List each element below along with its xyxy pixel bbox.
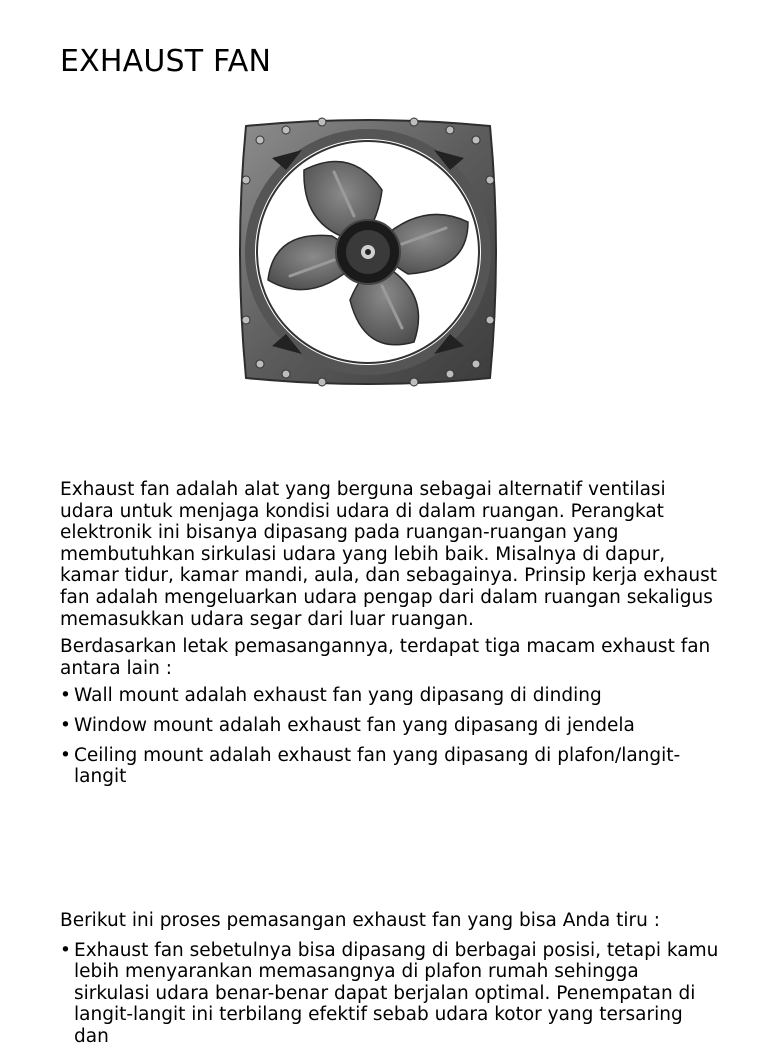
process-list — [60, 940, 720, 1048]
list-item: • Exhaust fan sebetulnya bisa dipasang di berbagai posisi, tetapi kamu lebih menyarankan memasangnya di plafon rumah sehingga sirkulasi udara benar-benar dapat berjalan optimal. Penempatan di langit-langit ini terbilang efektif sebab udara kotor yang tersaring dan — [60, 940, 720, 1048]
list-item: • Window mount adalah exhaust fan yang dipasang di jendela — [60, 715, 720, 737]
types-intro: Berdasarkan letak pemasangannya, terdapat tiga macam exhaust fan antara lain : — [60, 636, 711, 679]
list-item: • Wall mount adalah exhaust fan yang dipasang di dinding — [60, 685, 720, 707]
page-title: EXHAUST FAN — [60, 44, 272, 79]
types-list — [60, 685, 720, 787]
intro-paragraph: Exhaust fan adalah alat yang berguna sebagai alternatif ventilasi udara untuk menjaga kondisi udara di dalam ruangan. Perangkat elektronik ini bisanya dipasang pada ruangan-ruangan yang membutuhkan sirkulasi udara yang lebih baik. Misalnya di dapur, kamar tidur, kamar mandi, aula, dan sebagainya. Prinsip kerja exhaust fan adalah mengeluarkan udara pengap dari dalam ruangan sekaligus memasukkan udara segar dari luar ruangan. — [60, 479, 717, 630]
list-item: • Ceiling mount adalah exhaust fan yang dipasang di plafon/langit-langit — [60, 745, 720, 788]
exhaust-fan-icon — [232, 110, 504, 392]
exhaust-fan-photo — [232, 110, 504, 392]
process-section — [60, 910, 720, 1056]
main-content — [60, 479, 720, 796]
process-intro: Berikut ini proses pemasangan exhaust fan yang bisa Anda tiru : — [60, 910, 660, 931]
